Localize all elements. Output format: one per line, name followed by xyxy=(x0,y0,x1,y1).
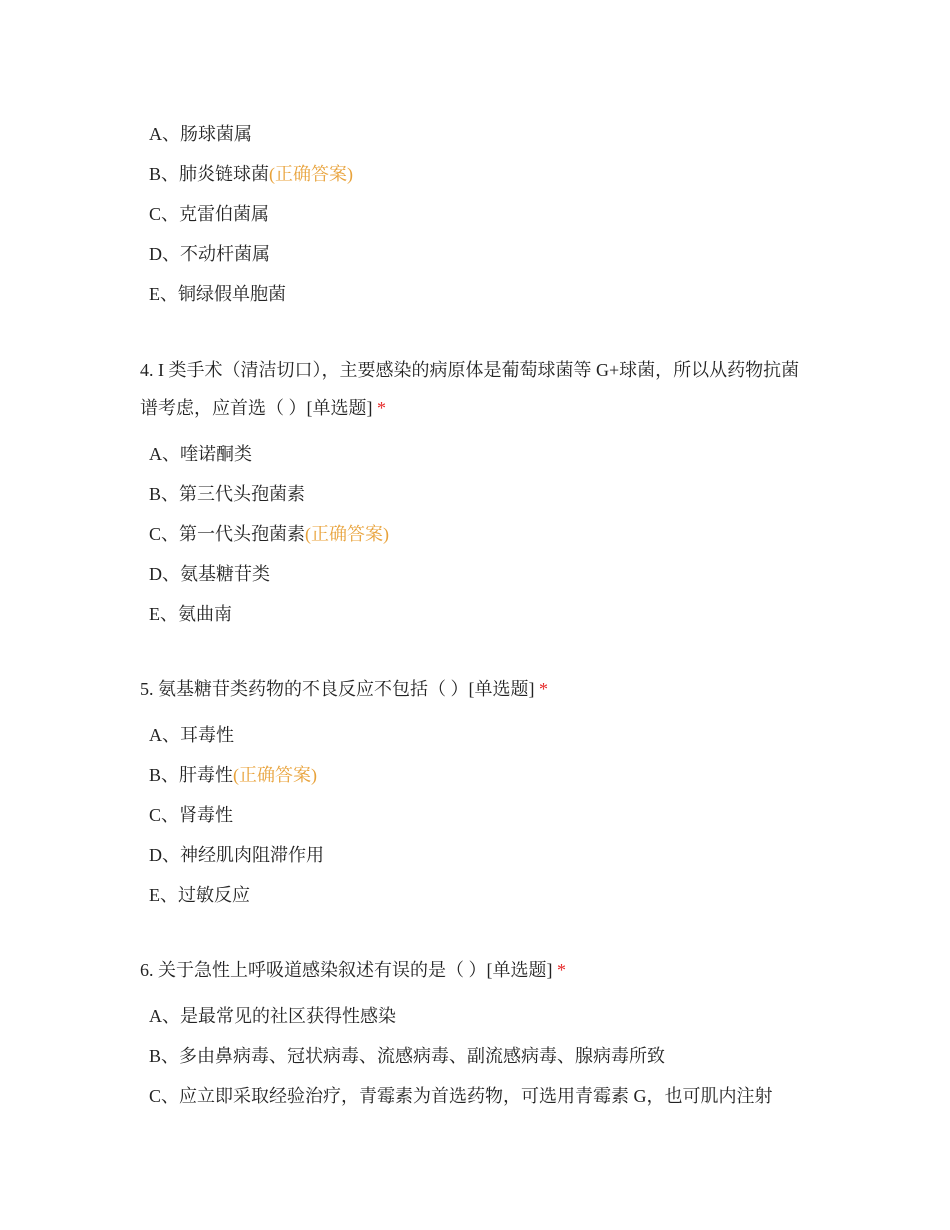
question-4-block xyxy=(140,351,810,634)
question-title xyxy=(140,351,810,427)
option-c xyxy=(140,194,810,234)
option-text: 铜绿假单胞菌 xyxy=(178,284,286,304)
option-letter: D、 xyxy=(149,564,180,584)
option-text: 肝毒性 xyxy=(179,765,234,785)
option-a xyxy=(140,715,810,755)
option-text: 氨基糖苷类 xyxy=(180,564,270,584)
option-e xyxy=(140,594,810,634)
option-letter: C、 xyxy=(149,204,180,224)
option-letter: C、 xyxy=(149,1086,180,1106)
option-b xyxy=(140,474,810,514)
option-text: 氨曲南 xyxy=(178,604,232,624)
option-letter: B、 xyxy=(149,1046,180,1066)
option-c xyxy=(140,1076,810,1116)
option-text: 肠球菌属 xyxy=(180,124,252,144)
option-text: 应立即采取经验治疗，青霉素为首选药物，可选用青霉素 G，也可肌内注射 xyxy=(179,1086,773,1106)
question-6-block xyxy=(140,951,810,1116)
option-letter: E、 xyxy=(149,284,178,304)
question-text: 5. 氨基糖苷类药物的不良反应不包括（ ）[单选题] xyxy=(140,679,535,699)
option-e xyxy=(140,274,810,314)
option-b xyxy=(140,154,810,194)
option-text: 神经肌肉阻滞作用 xyxy=(180,845,324,865)
correct-answer-tag: (正确答案) xyxy=(269,164,354,184)
option-a xyxy=(140,434,810,474)
correct-answer-tag: (正确答案) xyxy=(233,765,318,785)
option-letter: D、 xyxy=(149,244,180,264)
question-title xyxy=(140,951,810,989)
option-c xyxy=(140,514,810,554)
option-d xyxy=(140,234,810,274)
option-letter: A、 xyxy=(149,444,180,464)
question-title xyxy=(140,670,810,708)
question-3-block xyxy=(140,114,810,314)
option-a xyxy=(140,996,810,1036)
option-text: 第一代头孢菌素 xyxy=(179,524,306,544)
option-text: 耳毒性 xyxy=(180,725,234,745)
question-text: 6. 关于急性上呼吸道感染叙述有误的是（ ）[单选题] xyxy=(140,960,553,980)
option-text: 喹诺酮类 xyxy=(180,444,252,464)
option-a xyxy=(140,114,810,154)
option-b xyxy=(140,755,810,795)
option-letter: C、 xyxy=(149,524,180,544)
option-text: 克雷伯菌属 xyxy=(179,204,270,224)
option-letter: B、 xyxy=(149,484,180,504)
option-text: 是最常见的社区获得性感染 xyxy=(180,1006,396,1026)
required-mark: * xyxy=(377,398,386,418)
option-letter: C、 xyxy=(149,805,180,825)
question-text: 4. I 类手术（清洁切口），主要感染的病原体是葡萄球菌等 G+球菌，所以从药物抗菌谱考虑，应首选（ ）[单选题] xyxy=(140,360,800,418)
question-5-block xyxy=(140,670,810,915)
option-text: 多由鼻病毒、冠状病毒、流感病毒、副流感病毒、腺病毒所致 xyxy=(179,1046,666,1066)
required-mark: * xyxy=(557,960,566,980)
option-letter: E、 xyxy=(149,604,178,624)
option-b xyxy=(140,1036,810,1076)
option-d xyxy=(140,554,810,594)
required-mark: * xyxy=(539,679,548,699)
option-d xyxy=(140,835,810,875)
option-text: 第三代头孢菌素 xyxy=(179,484,306,504)
option-letter: A、 xyxy=(149,124,180,144)
option-letter: B、 xyxy=(149,164,180,184)
option-text: 肺炎链球菌 xyxy=(179,164,270,184)
option-letter: A、 xyxy=(149,1006,180,1026)
option-letter: E、 xyxy=(149,885,178,905)
option-e xyxy=(140,875,810,915)
option-text: 过敏反应 xyxy=(178,885,250,905)
option-text: 不动杆菌属 xyxy=(180,244,270,264)
correct-answer-tag: (正确答案) xyxy=(305,524,390,544)
option-c xyxy=(140,795,810,835)
option-letter: B、 xyxy=(149,765,180,785)
option-letter: D、 xyxy=(149,845,180,865)
option-text: 肾毒性 xyxy=(179,805,234,825)
option-letter: A、 xyxy=(149,725,180,745)
